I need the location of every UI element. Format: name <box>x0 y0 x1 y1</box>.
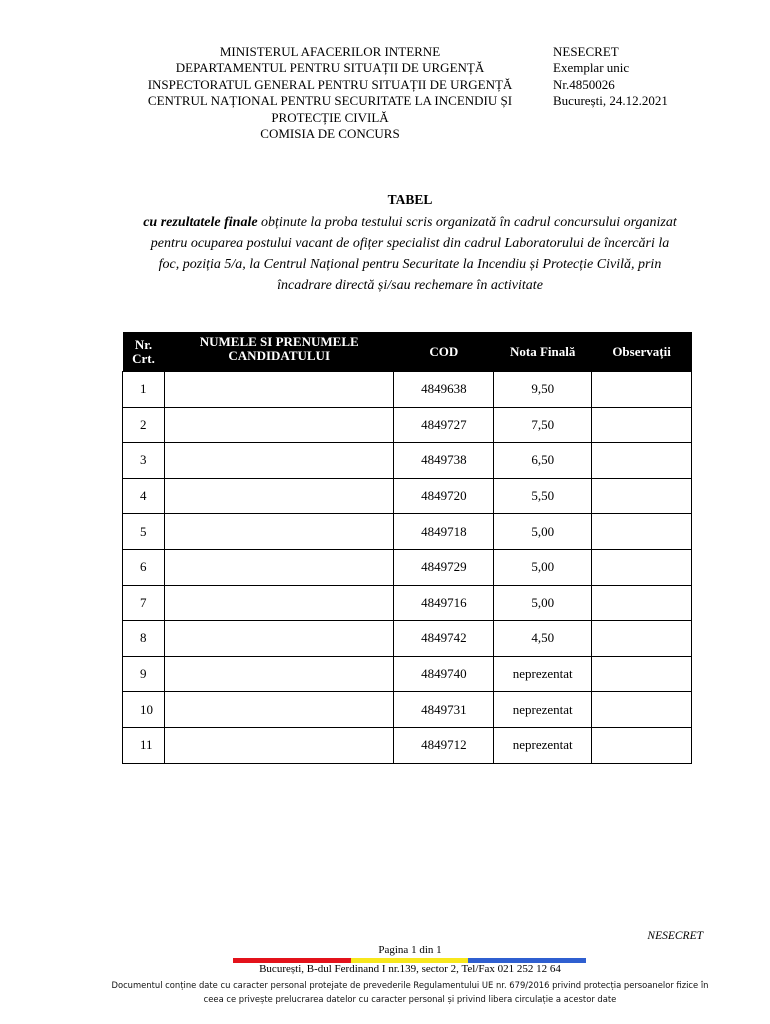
cell-nota: 7,50 <box>494 407 592 443</box>
exemplar-label: Exemplar unic <box>553 60 630 76</box>
cell-nota: neprezentat <box>494 727 592 763</box>
table-row <box>123 585 692 621</box>
table-row <box>123 692 692 728</box>
cell-cod: 4849638 <box>394 372 494 408</box>
cell-cod: 4849731 <box>394 692 494 728</box>
subtitle-line-1 <box>110 212 710 233</box>
cell-nota: neprezentat <box>494 692 592 728</box>
col-header-nr: Nr. Crt. <box>123 332 165 372</box>
cell-obs <box>592 478 692 514</box>
table-row <box>123 514 692 550</box>
institution-header <box>112 44 548 142</box>
header-line: COMISIA DE CONCURS <box>260 126 400 142</box>
disclaimer-line-2: ceea ce privește prelucrarea datelor cu caracter personal și privind libera circulație a acestor date <box>203 993 617 1004</box>
table-row <box>123 443 692 479</box>
cell-obs <box>592 656 692 692</box>
cell-name <box>164 621 394 657</box>
col-header-nota: Nota Finală <box>494 332 592 372</box>
cell-nota: 6,50 <box>494 443 592 479</box>
table-row <box>123 621 692 657</box>
cell-obs <box>592 585 692 621</box>
cell-cod: 4849738 <box>394 443 494 479</box>
cell-nota: neprezentat <box>494 656 592 692</box>
cell-name <box>164 549 394 585</box>
header-line: CENTRUL NAȚIONAL PENTRU SECURITATE LA INCENDIU ȘI <box>147 93 513 109</box>
table-row <box>123 407 692 443</box>
gdpr-disclaimer <box>110 979 710 1006</box>
cell-nota: 5,00 <box>494 585 592 621</box>
cell-nota: 4,50 <box>494 621 592 657</box>
cell-nota: 5,00 <box>494 514 592 550</box>
cell-name <box>164 692 394 728</box>
page-number: Pagina 1 din 1 <box>378 944 442 956</box>
cell-nr: 6 <box>123 549 165 585</box>
subtitle-line-4: încadrare directă și/sau rechemare în activitate <box>277 278 543 293</box>
cell-name <box>164 656 394 692</box>
col-header-obs: Observații <box>592 332 692 372</box>
cell-cod: 4849716 <box>394 585 494 621</box>
classification-label: NESECRET <box>553 44 619 59</box>
registration-number: Nr.4850026 <box>553 76 615 92</box>
cell-nr: 10 <box>123 692 165 728</box>
cell-nr: 8 <box>123 621 165 657</box>
cell-nr: 3 <box>123 443 165 479</box>
table-header-row <box>123 332 692 372</box>
cell-cod: 4849740 <box>394 656 494 692</box>
header-line: MINISTERUL AFACERILOR INTERNE <box>219 44 441 59</box>
col-header-cod: COD <box>394 332 494 372</box>
cell-nota: 5,00 <box>494 549 592 585</box>
cell-obs <box>592 692 692 728</box>
cell-nr: 5 <box>123 514 165 550</box>
footer-classification: NESECRET <box>647 930 703 942</box>
disclaimer-line-1: Documentul conține date cu caracter personal protejate de prevederile Regulamentului UE nr. 679/2016 privind protecția persoanelor fizice în <box>111 980 709 990</box>
title-block <box>110 192 710 296</box>
cell-cod: 4849720 <box>394 478 494 514</box>
cell-cod: 4849742 <box>394 621 494 657</box>
results-table <box>122 332 692 764</box>
cell-nr: 7 <box>123 585 165 621</box>
cell-obs <box>592 443 692 479</box>
footer-address: București, B-dul Ferdinand I nr.139, sector 2, Tel/Fax 021 252 12 64 <box>259 963 561 975</box>
document-meta <box>553 44 743 110</box>
cell-obs <box>592 372 692 408</box>
document-date: București, 24.12.2021 <box>553 93 668 109</box>
header-line: INSPECTORATUL GENERAL PENTRU SITUAȚII DE URGENȚĂ <box>147 76 513 92</box>
cell-cod: 4849729 <box>394 549 494 585</box>
table-row <box>123 478 692 514</box>
cell-nota: 5,50 <box>494 478 592 514</box>
cell-cod: 4849727 <box>394 407 494 443</box>
cell-name <box>164 585 394 621</box>
table-row <box>123 727 692 763</box>
cell-nr: 1 <box>123 372 165 408</box>
cell-obs <box>592 727 692 763</box>
cell-cod: 4849718 <box>394 514 494 550</box>
cell-cod: 4849712 <box>394 727 494 763</box>
cell-nota: 9,50 <box>494 372 592 408</box>
subtitle-line-3: foc, poziția 5/a, la Centrul Național pentru Securitate la Incendiu și Protecție Civilă, prin <box>158 257 662 272</box>
cell-name <box>164 727 394 763</box>
header-line: DEPARTAMENTUL PENTRU SITUAȚII DE URGENȚĂ <box>175 60 485 76</box>
header-line: PROTECȚIE CIVILĂ <box>271 109 389 125</box>
document-subtitle <box>110 212 710 296</box>
subtitle-line-2: pentru ocuparea postului vacant de ofițer specialist din cadrul Laboratorului de încercări la <box>150 236 670 251</box>
cell-nr: 9 <box>123 656 165 692</box>
cell-obs <box>592 514 692 550</box>
cell-nr: 2 <box>123 407 165 443</box>
col-header-name: NUMELE SI PRENUMELE CANDIDATULUI <box>164 332 394 372</box>
cell-name <box>164 407 394 443</box>
cell-name <box>164 443 394 479</box>
table-row <box>123 656 692 692</box>
cell-name <box>164 478 394 514</box>
document-title: TABEL <box>387 192 433 207</box>
table-row <box>123 372 692 408</box>
cell-obs <box>592 621 692 657</box>
subtitle-bold: cu rezultatele finale <box>143 215 258 230</box>
cell-name <box>164 372 394 408</box>
cell-obs <box>592 549 692 585</box>
cell-nr: 4 <box>123 478 165 514</box>
cell-nr: 11 <box>123 727 165 763</box>
subtitle-line-1-rest: obținute la proba testului scris organizată în cadrul concursului organizat <box>257 215 677 230</box>
table-row <box>123 549 692 585</box>
cell-name <box>164 514 394 550</box>
cell-obs <box>592 407 692 443</box>
